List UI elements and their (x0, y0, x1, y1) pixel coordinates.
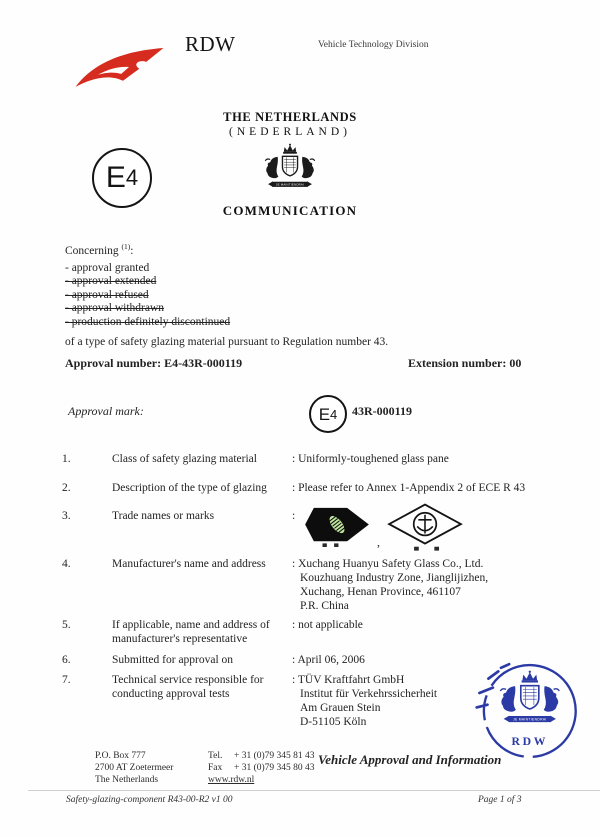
footer-address: P.O. Box 777 2700 AT Zoetermeer The Netherlands (95, 751, 174, 785)
e-mark-letter: E (105, 161, 126, 194)
approval-mark-label: Approval mark: (68, 404, 144, 418)
diamond-certification-mark-icon (386, 503, 464, 553)
footer-contact: Tel. + 31 (0)79 345 81 43 Fax + 31 (0)79 345 80 43 www.rdw.nl (208, 751, 315, 785)
title-block (130, 110, 450, 219)
footnote-ref: (1) (121, 242, 131, 251)
footer-department: Vehicle Approval and Information (318, 752, 502, 767)
concerning-section (65, 242, 388, 348)
approval-number: Approval number: E4-43R-000119 (65, 356, 243, 370)
concerning-option: - approval granted (65, 261, 150, 274)
communication-heading: COMMUNICATION (222, 203, 358, 218)
e4-mark-circle: E 4 (309, 395, 347, 433)
stamp-text: RDW (511, 735, 549, 749)
huanyu-hexagon-mark-icon (302, 505, 372, 549)
concerning-option: - production definitely discontinued (65, 315, 231, 328)
trade-mark-separator: , (377, 535, 380, 549)
document-reference: Safety-glazing-component R43-00-R2 v1 00 (66, 795, 233, 805)
telephone-number: + 31 (0)79 345 81 43 (234, 751, 315, 761)
footer-divider (28, 790, 600, 791)
division-label: Vehicle Technology Division (318, 40, 429, 50)
page-indicator: Page 1 of 3 (478, 795, 522, 805)
certificate-page: RDW Vehicle Technology Division E 4 THE NETHERLANDS (NEDERLAND) COMMUNICATION Concerning $^{(1)}$: - approval granted - approval extended - approval refused - approval withdrawn - production definitely discontinued of a type of safety glazing material pursuant to Regulation number 43. Approval number: E4-43R-000119 Extension number: 00 Approval mark: E 4 43R-000119 1. Class of safety glazing material : Uniformly-toughened glass pane 2. Description of the type of glazing : Please refer to Annex 1-Appendix 2 of ECE R 43 3. Trade names or marks : , 4. Manufacturer's name and address : Xuchang Huanyu Safety Glass Co., Ltd. Kouzhuang Industry Zone, Jianglijizhen, Xuchang, Henan Province, 461107 P.R. China 5. If applicable, name and address of manufacturer's representative : not applicable 6. Submitted for approval on : April 06, 2006 7. Technical service responsible for conducting approval tests : TÜV Kraftfahrt GmbH Institut für Verkehrssicherheit Am Grauen Stein D-51105 Köln RDW P.O. Box 777 2700 AT Zoetermeer The Netherlands Tel. + 31 (0)79 345 81 43 Fax + 31 (0)79 345 80 43 www.rdw.nl Vehicle Approval and Information Safety-glazing-component R43-00-R2 v1 00 Page 1 of 3 (0, 0, 600, 837)
e-mark-digit: 4 (125, 165, 139, 190)
website-link: www.rdw.nl (208, 775, 255, 785)
extension-number: Extension number: 00 (408, 356, 522, 370)
concerning-option: - approval withdrawn (65, 302, 164, 315)
country-title: THE NETHERLANDS (223, 110, 357, 124)
concerning-option: - approval refused (65, 288, 149, 301)
coat-of-arms-icon (130, 143, 450, 196)
approval-mark-row (0, 395, 600, 435)
concerning-subject: of a type of safety glazing material pursuant to Regulation number 43. (65, 336, 389, 349)
org-wordmark: RDW (185, 32, 236, 56)
rdw-blue-round-stamp-icon (474, 656, 582, 766)
concerning-option: - approval extended (65, 275, 157, 288)
approval-mark-code: 43R-000119 (352, 404, 412, 418)
fax-number: + 31 (0)79 345 80 43 (234, 763, 315, 773)
country-native-title: (NEDERLAND) (229, 126, 351, 138)
rdw-red-wing-logo (72, 42, 167, 92)
concerning-label: Concerning $^{(1)}$: (65, 242, 134, 257)
